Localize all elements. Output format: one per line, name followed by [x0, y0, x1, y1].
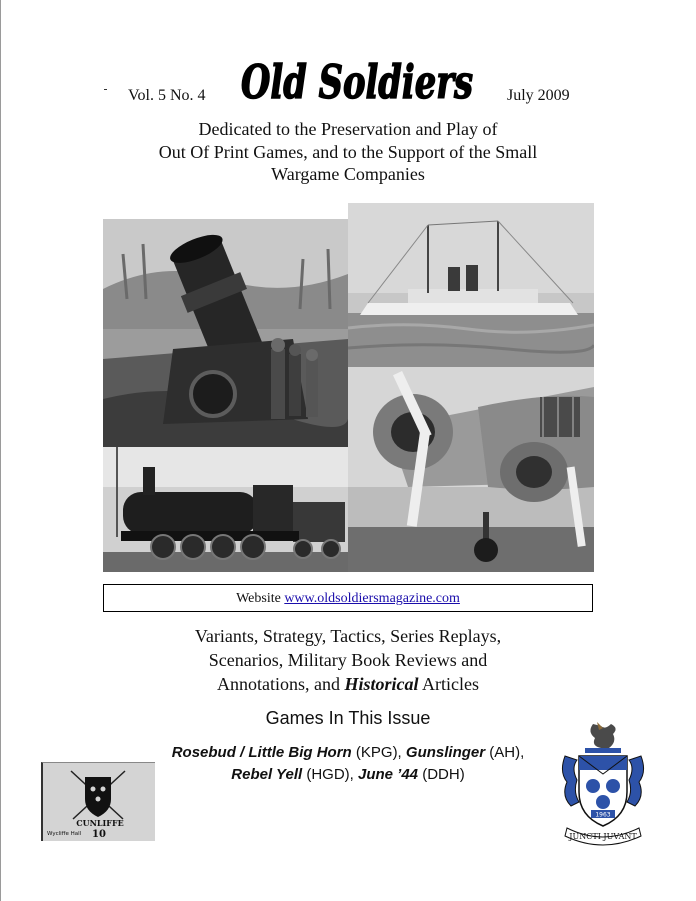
topics-emphasis: Historical	[344, 674, 419, 694]
crest-motto: JUNCTI JUVANT	[569, 832, 637, 841]
games-list	[140, 742, 556, 786]
cunliffe-hall: Wycliffe Hall	[47, 831, 82, 837]
games-line	[140, 764, 556, 786]
topics-line	[0, 672, 696, 696]
volume-number: Vol. 5 No. 4	[128, 87, 206, 104]
game-title: Gunslinger	[405, 744, 486, 761]
shield-swords-icon	[43, 763, 153, 841]
magazine-title-logo	[238, 52, 476, 112]
magazine-title: Old Soldiers	[241, 55, 473, 109]
stray-mark	[104, 89, 107, 90]
topics-list	[0, 624, 696, 696]
cunliffe-logo	[41, 762, 155, 841]
games-heading: Games In This Issue	[265, 708, 431, 728]
dedication-line: Wargame Companies	[271, 164, 425, 184]
games-line	[140, 742, 556, 764]
game-publisher: (KPG),	[355, 744, 402, 761]
topics-line3-suffix: Articles	[422, 674, 479, 694]
website-label: Website	[236, 591, 281, 606]
game-publisher: (DDH)	[422, 766, 465, 783]
topics-line: Scenarios, Military Book Reviews and	[208, 650, 488, 670]
topics-line3-prefix: Annotations, and	[216, 674, 340, 694]
bomber-aircraft-photo	[348, 367, 594, 572]
battleship-photo	[348, 203, 594, 367]
dedication-line: Out Of Print Games, and to the Support of the Small	[158, 141, 538, 162]
game-publisher: (HGD),	[306, 766, 354, 783]
website-link[interactable]: www.oldsoldiersmagazine.com	[284, 591, 460, 606]
website-banner	[103, 584, 593, 612]
regimental-crest-icon	[557, 722, 649, 850]
cunliffe-name: CUNLIFFE	[76, 818, 124, 828]
game-title: Rosebud / Little Big Horn	[171, 744, 352, 761]
topics-line: Variants, Strategy, Tactics, Series Replays,	[194, 626, 502, 646]
game-title: Rebel Yell	[231, 766, 303, 783]
locomotive-photo	[103, 447, 348, 572]
game-title: June ’44	[358, 766, 419, 783]
issue-date: July 2009	[507, 87, 570, 104]
game-publisher: (AH),	[489, 744, 525, 761]
crest-panel: 1963	[595, 811, 611, 819]
cunliffe-number: 10	[92, 829, 106, 840]
dedication-statement	[0, 118, 696, 186]
mortar-photo	[103, 219, 348, 447]
dedication-line: Dedicated to the Preservation and Play of	[198, 119, 498, 139]
